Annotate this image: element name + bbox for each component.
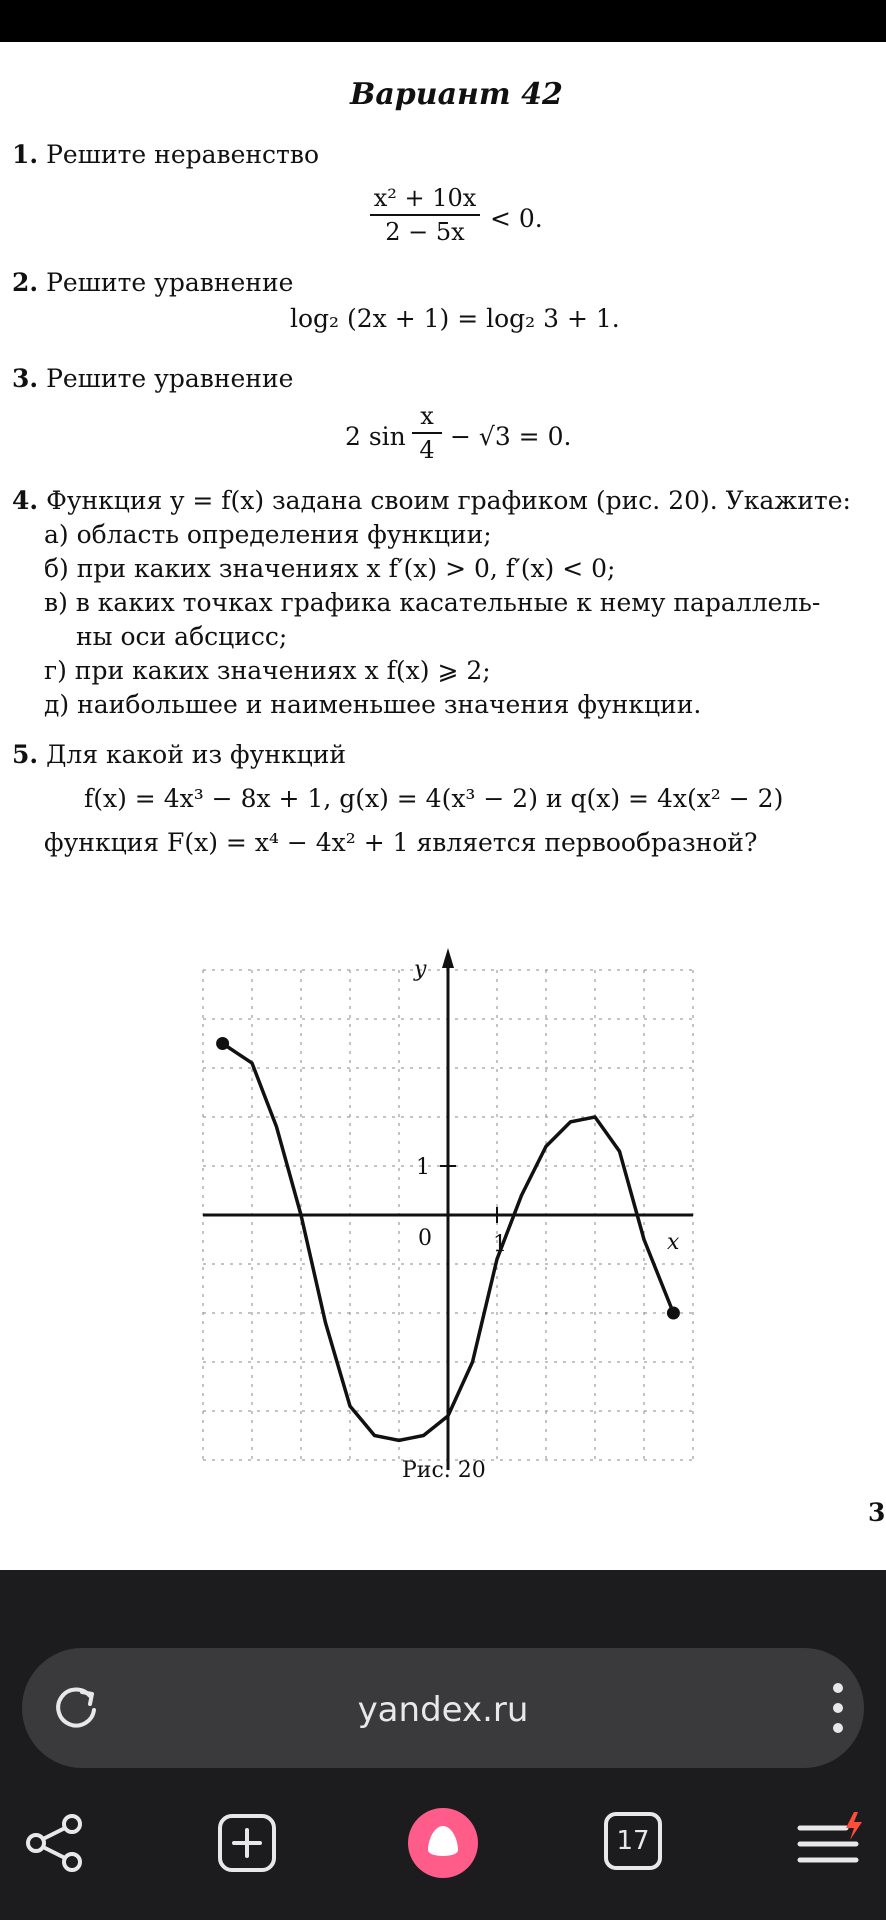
task-3-numerator: x [420,402,434,430]
figure-caption: Рис. 20 [402,1458,486,1483]
task-4-item-d: г) при каких значениях x f(x) ⩾ 2; [44,656,491,685]
task-3-number: 3. [12,364,39,393]
task-1-rhs: < 0. [490,204,543,233]
y-tick-label: 1 [416,1155,430,1180]
task-2 [12,268,293,298]
task-3-suffix: − √3 = 0. [450,422,572,451]
task-5-question: функция F(x) = x⁴ − 4x² + 1 является первообразной? [44,828,758,857]
share-icon[interactable] [22,1810,88,1876]
task-2-formula: log₂ (2x + 1) = log₂ 3 + 1. [290,304,620,333]
url-text[interactable]: yandex.ru [357,1690,529,1730]
task-1-number: 1. [12,140,39,169]
new-tab-icon[interactable] [216,1812,278,1874]
tabs-icon[interactable]: 17 [604,1812,662,1870]
task-2-number: 2. [12,268,39,297]
function-graph [180,904,720,1484]
task-1-text: Решите неравенство [46,140,320,169]
task-5-number: 5. [12,740,39,769]
task-1-numerator: x² + 10x [373,184,477,212]
y-axis-arrow [442,948,454,968]
task-5-functions: f(x) = 4x³ − 8x + 1, g(x) = 4(x³ − 2) и q(x) = 4x(x² − 2) [84,784,784,813]
task-3-denominator: 4 [419,436,435,464]
task-4-number: 4. [12,486,39,515]
page-title: Вариант 42 [350,77,563,112]
page-number: 3 [868,1498,886,1527]
bottom-navigation [0,1784,886,1904]
task-4-item-b: б) при каких значениях x f′(x) > 0, f′(x) < 0; [44,554,616,583]
task-4-item-c-line-2: ны оси абсцисс; [76,622,288,651]
task-1-denominator: 2 − 5x [385,218,465,246]
address-bar[interactable] [22,1648,864,1768]
task-4-item-c-line-1: в) в каких точках графика касательные к нему параллель- [44,588,821,617]
task-4 [12,486,851,516]
origin-label: 0 [418,1226,432,1251]
y-axis-label: y [414,957,427,982]
menu-dots-icon[interactable] [828,1680,848,1736]
task-5-text: Для какой из функций [46,740,347,769]
document-page [0,42,886,1570]
task-4-item-a: а) область определения функции; [44,520,492,549]
task-3-text: Решите уравнение [46,364,294,393]
alice-icon[interactable] [406,1806,480,1880]
curve-start-point [216,1037,229,1050]
task-1 [12,140,319,170]
x-axis-label: x [667,1230,680,1255]
task-4-text: Функция y = f(x) задана своим графиком (рис. 20). Укажите: [46,486,851,515]
task-4-item-e: д) наибольшее и наименьшее значения функции. [44,690,702,719]
task-3 [12,364,293,394]
task-1-fraction [370,184,480,246]
task-5 [12,740,346,770]
x-tick-label: 1 [493,1232,507,1257]
task-2-text: Решите уравнение [46,268,294,297]
curve-end-point [667,1307,680,1320]
task-3-prefix: 2 sin [345,422,406,451]
task-3-fraction [412,402,442,464]
menu-icon[interactable] [796,1810,866,1876]
